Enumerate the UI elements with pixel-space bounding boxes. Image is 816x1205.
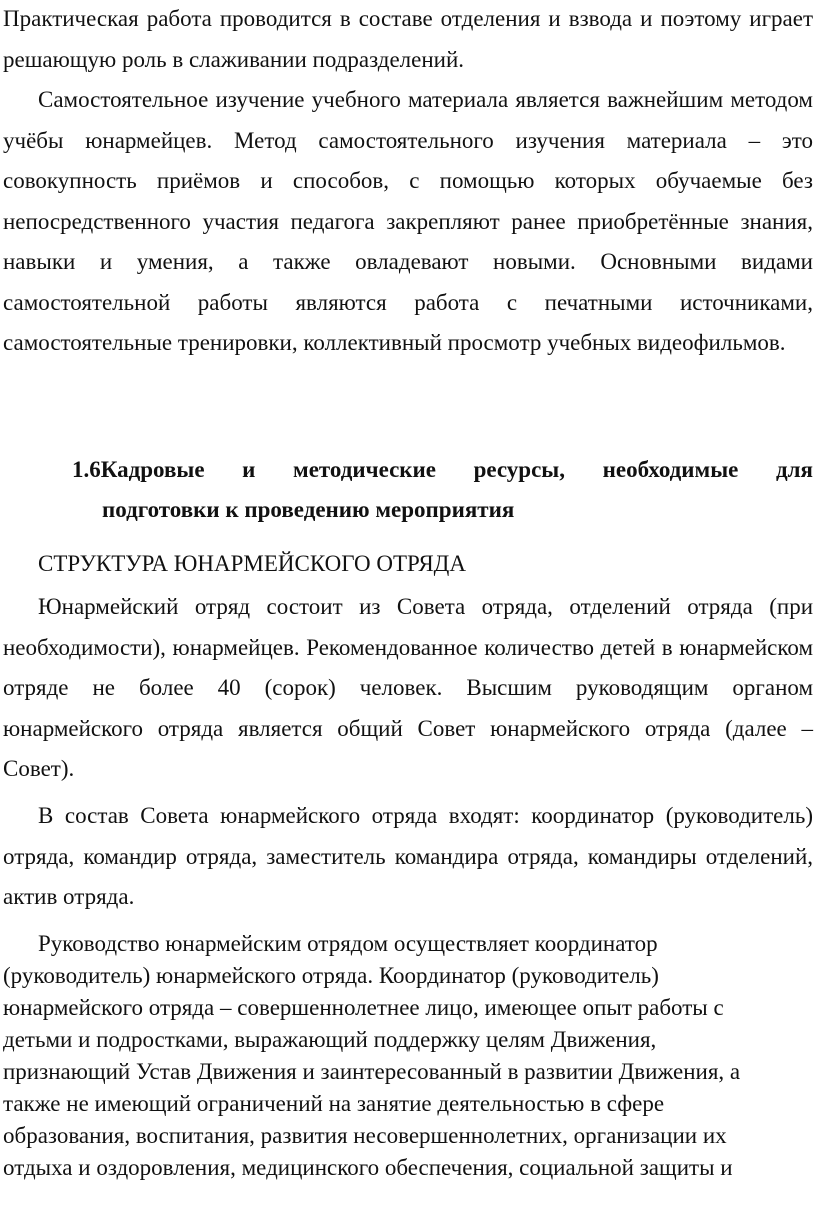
heading-word: для [775, 457, 813, 482]
text-line: образования, воспитания, развития несовершеннолетних, организации их [3, 1123, 727, 1148]
section-number: 1.6 [72, 457, 101, 482]
text-line: юнармейского отряда – совершеннолетнее лицо, имеющее опыт работы с [3, 995, 724, 1020]
heading-word: необходимые [602, 457, 739, 482]
heading-word: методические [293, 457, 437, 482]
paragraph-unit-structure: Юнармейский отряд состоит из Совета отряда, отделений отряда (при необходимости), юнармейцев. Рекомендованное количество детей в юнармейском отряде не более 40 (сорок) человек. Высшим руководящим органом юнармейского отряда является общий Совет юнармейского отряда (далее – Совет). [3, 594, 813, 781]
text-line: (руководитель) юнармейского отряда. Координатор (руководитель) [3, 963, 659, 988]
heading-word: Кадровые [100, 457, 205, 482]
section-heading-line-2: подготовки к проведению мероприятия [102, 497, 515, 522]
text-line: признающий Устав Движения и заинтересованный в развитии Движения, а [3, 1059, 741, 1084]
heading-number-and-word [72, 450, 205, 490]
paragraph-council-members: В состав Совета юнармейского отряда входят: координатор (руководитель) отряда, командир отряда, заместитель командира отряда, командиры отделений, актив отряда. [3, 803, 813, 909]
heading-word: и [242, 457, 256, 482]
text-line: также не имеющий ограничений на занятие деятельностью в сфере [3, 1091, 665, 1116]
paragraph-self-study: Самостоятельное изучение учебного материала является важнейшим методом учёбы юнармейцев. Метод самостоятельного изучения материала – это совокупность приёмов и способов, с помощью которых обучаемые без непосредственного участия педагога закрепляют ранее приобретённые знания, навыки и умения, а также овладевают новыми. Основными видами самостоятельной работы являются работа с печатными источниками, самостоятельные тренировки, коллективный просмотр учебных видеофильмов. [3, 87, 813, 355]
section-heading-line-1 [72, 450, 813, 490]
text-line: отдыха и оздоровления, медицинского обеспечения, социальной защиты и [3, 1155, 733, 1180]
text-line: детьми и подростками, выражающий поддержку целям Движения, [3, 1027, 657, 1052]
structure-heading: СТРУКТУРА ЮНАРМЕЙСКОГО ОТРЯДА [38, 551, 466, 576]
paragraph-practical-work: Практическая работа проводится в составе отделения и взвода и поэтому играет решающую роль в слаживании подразделений. [3, 6, 813, 72]
heading-word: ресурсы, [473, 457, 566, 482]
text-line: Руководство юнармейским отрядом осуществляет координатор [38, 931, 658, 956]
